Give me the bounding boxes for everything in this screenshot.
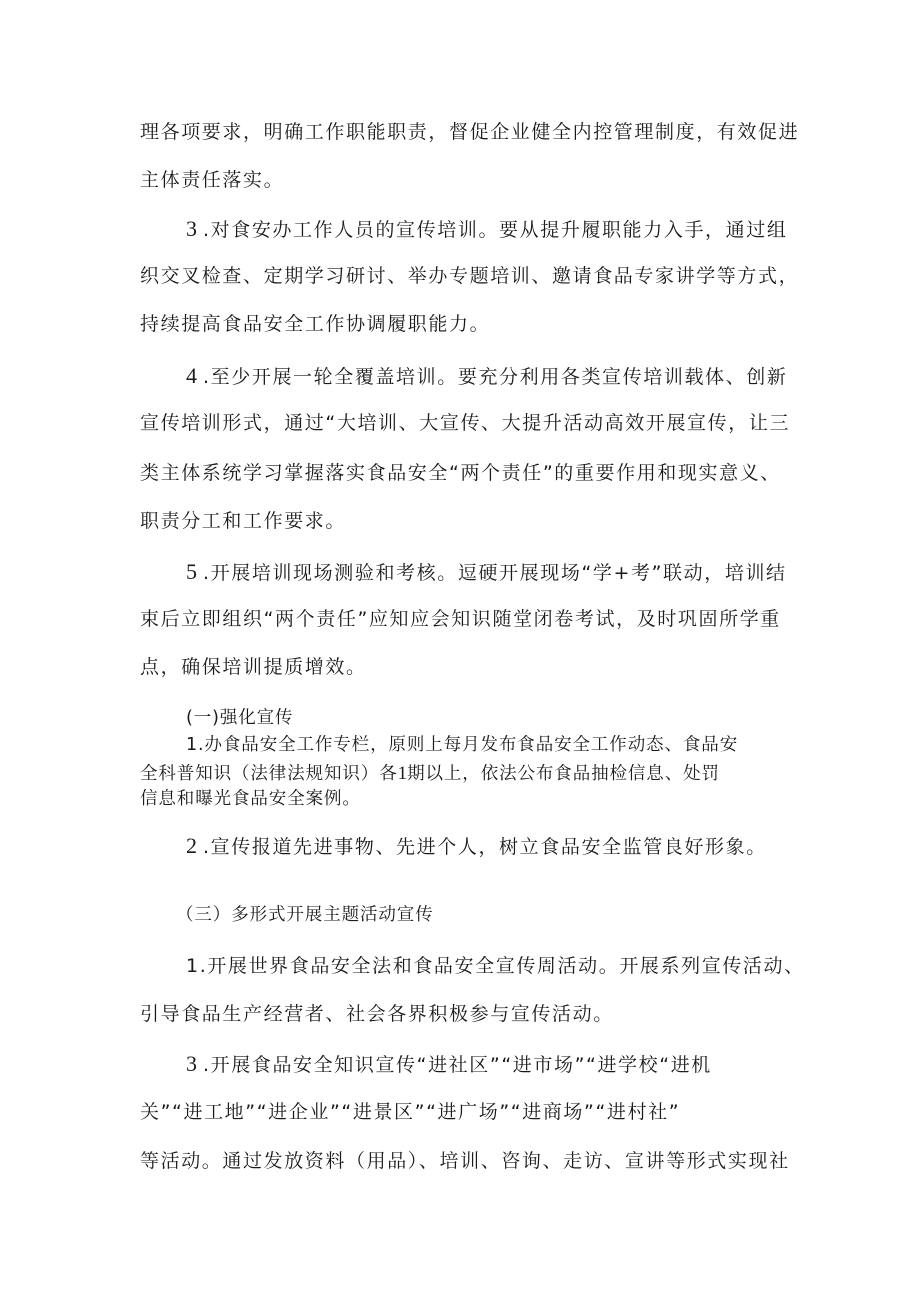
paragraph-line: 1.开展世界食品安全法和食品安全宣传周活动。开展系列宣传活动、 bbox=[186, 955, 805, 977]
item-4-full-coverage: 4 .至少开展一轮全覆盖培训。要充分利用各类宣传培训载体、创新 bbox=[186, 363, 788, 388]
item-3-knowledge-campaign: 3 .开展食品安全知识宣传“进社区”“进市场”“进学校“进机 bbox=[186, 1051, 712, 1076]
item-number: 2 bbox=[186, 833, 197, 858]
paragraph-line: 宣传培训形式，通过“大培训、大宣传、大提升活动高效开展宣传，让三 bbox=[140, 412, 791, 434]
paragraph-line: 等活动。通过发放资料（用品）、培训、咨询、走访、宣讲等形式实现社 bbox=[140, 1150, 790, 1172]
paragraph-line: 全科普知识（法律法规知识）各1期以上，依法公布食品抽检信息、处罚 bbox=[140, 763, 720, 784]
paragraph-line: 关”“进工地”“进企业”“进景区”“进广场”“进商场”“进村社” bbox=[140, 1101, 681, 1123]
item-3-training: 3 .对食安办工作人员的宣传培训。要从提升履职能力入手，通过组 bbox=[186, 216, 788, 241]
section-heading-themed-activities: （三）多形式开展主题活动宣传 bbox=[176, 905, 434, 925]
item-number: 3 bbox=[186, 216, 197, 241]
paragraph-line: 点，确保培训提质增效。 bbox=[140, 656, 367, 678]
paragraph-line: 理各项要求，明确工作职能职责，督促企业健全内控管理制度，有效促进 bbox=[140, 121, 800, 143]
paragraph-line: 信息和曝光食品安全案例。 bbox=[140, 789, 361, 809]
section-heading-publicity: (一)强化宣传 bbox=[186, 708, 294, 728]
item-number: 4 bbox=[186, 363, 197, 388]
paragraph-line: 职责分工和工作要求。 bbox=[140, 510, 347, 532]
item-2-reporting: 2 .宣传报道先进事物、先进个人，树立食品安全监管良好形象。 bbox=[186, 833, 767, 858]
paragraph-line: 类主体系统学习掌握落实食品安全“两个责任”的重要作用和现实意义、 bbox=[140, 462, 781, 484]
item-number: 3 bbox=[186, 1051, 197, 1076]
paragraph-line: 织交叉检查、定期学习研讨、举办专题培训、邀请食品专家讲学等方式， bbox=[140, 265, 800, 287]
paragraph-line: 1.办食品安全工作专栏，原则上每月发布食品安全工作动态、食品安 bbox=[186, 735, 739, 755]
paragraph-line: 束后立即组织“两个责任”应知应会知识随堂闭卷考试，及时巩固所学重 bbox=[140, 608, 781, 630]
item-number: 5 bbox=[186, 559, 197, 584]
paragraph-line: 引导食品生产经营者、社会各界积极参与宣传活动。 bbox=[140, 1003, 614, 1025]
paragraph-line: 持续提高食品安全工作协调履职能力。 bbox=[140, 313, 491, 335]
paragraph-line: 主体责任落实。 bbox=[140, 169, 285, 191]
item-5-assessment: 5 .开展培训现场测验和考核。逗硬开展现场“学+考”联动，培训结 bbox=[186, 559, 787, 584]
